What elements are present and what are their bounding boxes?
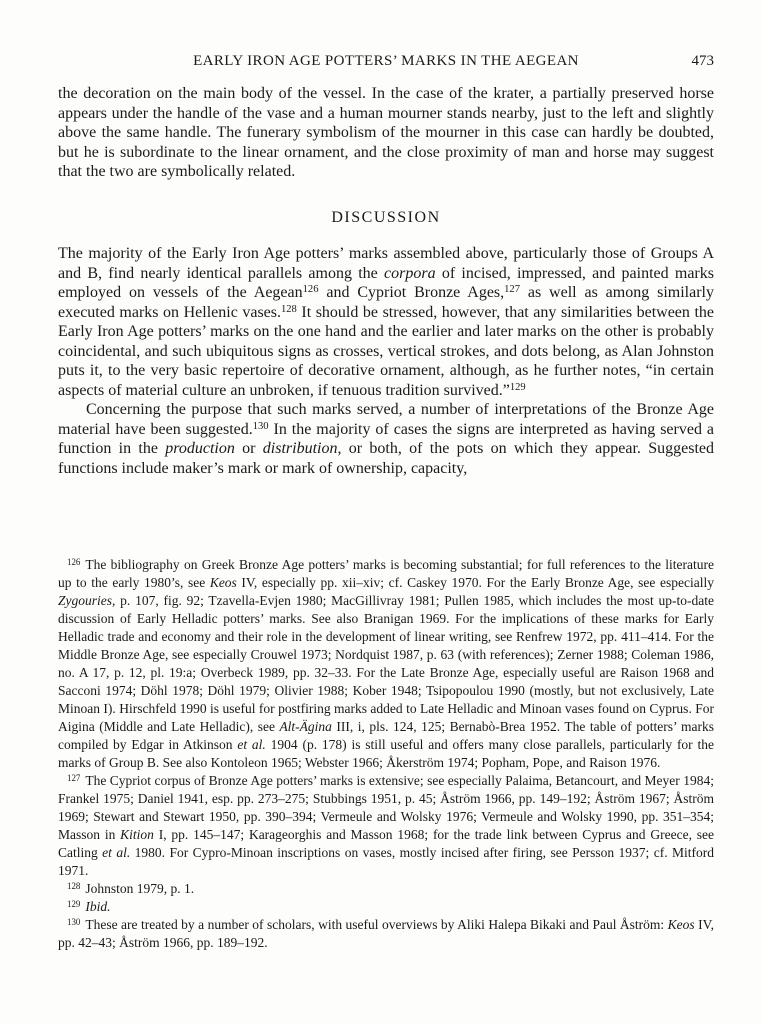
text-run: The bibliography on Greek Bronze Age potters’ marks is becoming substantial; for full references to the literature up to the early 1980’s, see: [58, 557, 714, 590]
italic-text-run: production: [165, 440, 235, 457]
text-run: IV, especially pp. xii–xiv; cf. Caskey 1970. For the Early Bronze Age, see especially: [236, 575, 714, 590]
text-run: or: [234, 440, 263, 457]
footnote-reference: 130: [252, 420, 269, 432]
footnote-reference: 128: [281, 303, 297, 315]
footnote-number: 129: [67, 899, 81, 909]
footnote-128: [58, 880, 714, 898]
footnote-129: [58, 898, 714, 916]
text-run: Johnston 1979, p. 1.: [85, 881, 195, 896]
italic-text-run: corpora: [384, 264, 436, 282]
text-run: , p. 107, fig. 92; Tzavella-Evjen 1980; MacGillivray 1981; Pullen 1985, which includes the most up-to-date discussion of Early Helladic potters’ marks. See also Branigan 1969. For the implications of these marks for Early Helladic trade and economy and their role in the development of linear writing, see Renfrew 1972, pp. 411–414. For the Middle Bronze Age, see especially Crouwel 1973; Nordquist 1987, p. 63 (with references); Zerner 1988; Coleman 1986, no. A 17, p. 12, pl. 19:a; Overbeck 1989, pp. 32–33. For the Late Bronze Age, especially useful are Raison 1968 and Sacconi 1974; Döhl 1978; Döhl 1979; Olivier 1988; Kober 1948; Tsipopoulou 1990 (mostly, but not exclusively, Late Minoan I). Hirschfeld 1990 is useful for postfiring marks added to Late Helladic and Minoan vases found on Cyprus. For Aigina (Middle and Late Helladic), see: [58, 593, 714, 734]
text-run: of incised, impressed, and painted marks employed on vessels of the Aegean: [58, 264, 714, 301]
footnote-number: 127: [67, 773, 81, 783]
footnote-text: [58, 917, 714, 950]
text-run: It should be stressed, however, that any similarities between the Early Iron Age potters’ marks on the one hand and the earlier and later marks on the other is probably coincidental, and such ubiquitous signs as crosses, vertical strokes, and dots belong, as Alan Johnston puts it, to the very basic repertoire of decorative ornament, although, as he further notes, “in certain aspects of material culture an unbroken, if tenuous tradition survived.”: [58, 303, 714, 399]
footnote-127: [58, 772, 714, 880]
italic-text-run: et al.: [102, 845, 131, 860]
italic-text-run: Ibid.: [85, 899, 111, 914]
paragraph-continuation: [58, 84, 714, 182]
italic-text-run: Keos: [667, 917, 695, 932]
text-run: , or both, of the pots on which they appear. Suggested functions include maker’s mark or mark of ownership, capacity,: [58, 440, 715, 477]
footnote-text: [85, 881, 194, 896]
footnote-number: 128: [67, 881, 81, 891]
text-run: III, i, pls. 124, 125; Bernabò-Brea 1952. The table of potters’ marks compiled by Edgar in Atkinson: [58, 719, 714, 752]
italic-text-run: distribution: [262, 440, 338, 457]
text-run: as well as among similarly executed marks on Hellenic vases.: [58, 284, 714, 321]
text-run: I, pp. 145–147; Karageorghis and Masson 1968; for the trade link between Cyprus and Greece, see Catling: [58, 827, 715, 860]
text-run: These are treated by a number of scholars, with useful overviews by Aliki Halepa Bikaki and Paul Åström:: [85, 917, 668, 932]
running-header-title: EARLY IRON AGE POTTERS’ MARKS IN THE AEGEAN: [193, 53, 579, 69]
footnote-reference: 129: [509, 381, 526, 393]
footnote-number: 126: [67, 557, 81, 567]
text-run: IV, pp. 42–43; Åström 1966, pp. 189–192.: [58, 917, 714, 950]
italic-text-run: Alt-Ägina: [279, 719, 332, 734]
footnote-reference: 126: [302, 284, 319, 296]
section-heading: DISCUSSION: [331, 208, 441, 226]
footnote-text: [58, 773, 714, 878]
text-run: Concerning the purpose that such marks served, a number of interpretations of the Bronze Age material have been suggested.: [58, 401, 714, 438]
paragraph-discussion-1: [58, 244, 714, 400]
footnote-126: [58, 556, 714, 772]
text-run: the decoration on the main body of the vessel. In the case of the krater, a partially preserved horse appears under the handle of the vase and a human mourner stands nearby, just to the left and slightly above the same handle. The funerary symbolism of the mourner in this case can hardly be doubted, but he is subordinate to the linear ornament, and the close proximity of man and horse may suggest that the two are symbolically related.: [58, 85, 714, 180]
footnote-reference: 127: [504, 284, 520, 296]
page-number: 473: [691, 53, 714, 69]
body-text: [58, 84, 714, 478]
footnotes-block: [58, 556, 714, 952]
text-run: The Cypriot corpus of Bronze Age potters’ marks is extensive; see especially Palaima, Betancourt, and Meyer 1984; Frankel 1975; Daniel 1941, esp. pp. 273–275; Stubbings 1951, p. 45; Åström 1966, pp. 149–192; Åström 1967; Åström 1969; Stewart and Stewart 1950, pp. 390–394; Vermeule and Wolsky 1976; Vermeule and Wolsky 1990, pp. 351–354; Masson in: [58, 773, 714, 842]
footnote-number: 130: [67, 917, 81, 927]
text-run: and Cypriot Bronze Ages,: [318, 284, 505, 301]
italic-text-run: et al.: [237, 737, 266, 752]
text-run: In the majority of cases the signs are interpreted as having served a function in the: [58, 420, 714, 457]
text-run: 1904 (p. 178) is still useful and offers many close parallels, particularly for the marks of Group B. See also Kontoleon 1965; Webster 1966; Åkerström 1974; Popham, Pope, and Raison 1976.: [58, 737, 714, 770]
footnote-text: [85, 899, 110, 914]
italic-text-run: Keos: [209, 575, 237, 590]
italic-text-run: Zygouries: [58, 593, 112, 608]
italic-text-run: Kition: [120, 827, 154, 842]
text-run: 1980. For Cypro-Minoan inscriptions on vases, mostly incised after firing, see Persson 1937; cf. Mitford 1971.: [58, 845, 714, 878]
footnote-130: [58, 916, 714, 952]
paragraph-discussion-2: [58, 400, 714, 478]
text-run: The majority of the Early Iron Age potters’ marks assembled above, particularly those of Groups A and B, find nearly identical parallels among the: [58, 245, 714, 282]
footnote-text: [58, 557, 714, 770]
running-header: [58, 53, 714, 70]
